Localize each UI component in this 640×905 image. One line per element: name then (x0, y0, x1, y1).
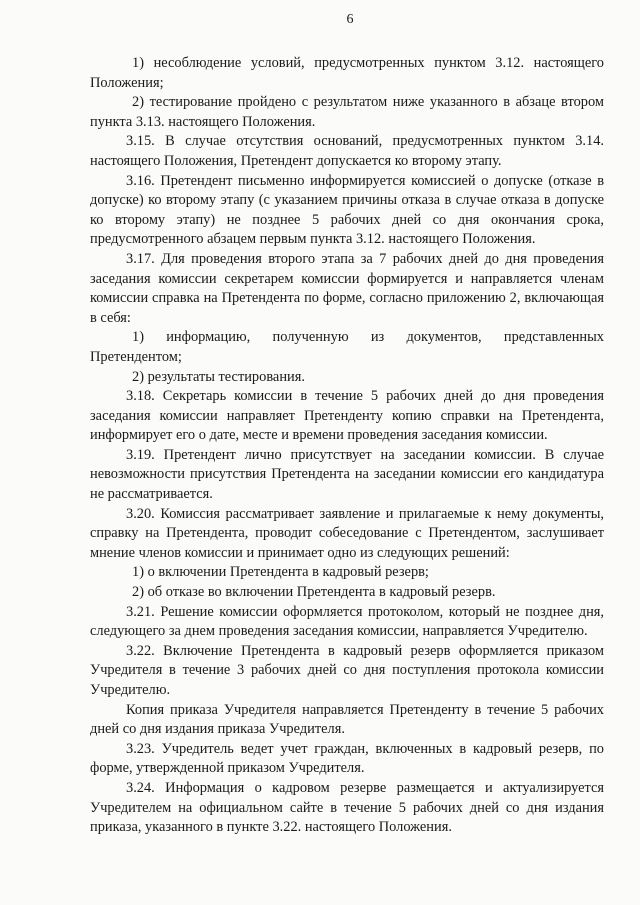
list-item: 2) об отказе во включении Претендента в кадровый резерв. (132, 584, 496, 601)
document-body (90, 54, 604, 838)
paragraph-3-18: 3.18. Секретарь комиссии в течение 5 рабочих дней до дня проведения заседания комиссии направляет Претенденту копию справки на Претендента, информирует его о дате, месте и времени проведения заседания комиссии. (90, 388, 604, 444)
paragraph-3-16: 3.16. Претендент письменно информируется комиссией о допуске (отказе в допуске) ко второму этапу (с указанием причины отказа в случае отказа в допуске ко второму этапу) не позднее 5 рабочих дней со дня окончания срока, предусмотренного абзацем первым пункта 3.12. настоящего Положения. (90, 172, 604, 248)
paragraph-3-22: 3.22. Включение Претендента в кадровый резерв оформляется приказом Учредителя в течение 3 рабочих дней со дня поступления протокола комиссии Учредителю. (90, 642, 604, 698)
list-item: 2) тестирование пройдено с результатом ниже указанного в абзаце втором пункта 3.13. настоящего Положения. (90, 94, 604, 130)
list-item: 1) о включении Претендента в кадровый резерв; (132, 564, 429, 581)
list-item: 1) информацию, полученную из документов, представленных Претендентом; (90, 329, 604, 365)
paragraph-3-17: 3.17. Для проведения второго этапа за 7 рабочих дней до дня проведения заседания комиссии секретарем комиссии формируется и направляется членам комиссии справка на Претендента по форме, согласно приложению 2, включающая в себя: (90, 250, 604, 326)
paragraph-3-21: 3.21. Решение комиссии оформляется протоколом, который не позднее дня, следующего за днем проведения заседания комиссии, направляется Учредителю. (90, 603, 604, 640)
paragraph-3-15: 3.15. В случае отсутствия оснований, предусмотренных пунктом 3.14. настоящего Положения, Претендент допускается ко второму этапу. (90, 133, 604, 169)
paragraph-3-23: 3.23. Учредитель ведет учет граждан, включенных в кадровый резерв, по форме, утвержденной приказом Учредителя. (90, 740, 604, 777)
paragraph-copy-of-order: Копия приказа Учредителя направляется Претенденту в течение 5 рабочих дней со дня издания приказа Учредителя. (90, 701, 604, 738)
page-number: 6 (346, 12, 354, 27)
list-item: 1) несоблюдение условий, предусмотренных пунктом 3.12. настоящего Положения; (90, 55, 604, 91)
paragraph-3-19: 3.19. Претендент лично присутствует на заседании комиссии. В случае невозможности присутствия Претендента на заседании комиссии его кандидатура не рассматривается. (90, 446, 604, 503)
list-item: 2) результаты тестирования. (132, 368, 305, 385)
paragraph-3-20: 3.20. Комиссия рассматривает заявление и прилагаемые к нему документы, справку на Претендента, проводит собеседование с Претендентом, заслушивает мнение членов комиссии и принимает одно из следующих решений: (90, 505, 604, 561)
paragraph-3-24: 3.24. Информация о кадровом резерве размещается и актуализируется Учредителем на официальном сайте в течение 5 рабочих дней со дня издания приказа, указанного в пункте 3.22. настоящего Положения. (90, 779, 604, 836)
